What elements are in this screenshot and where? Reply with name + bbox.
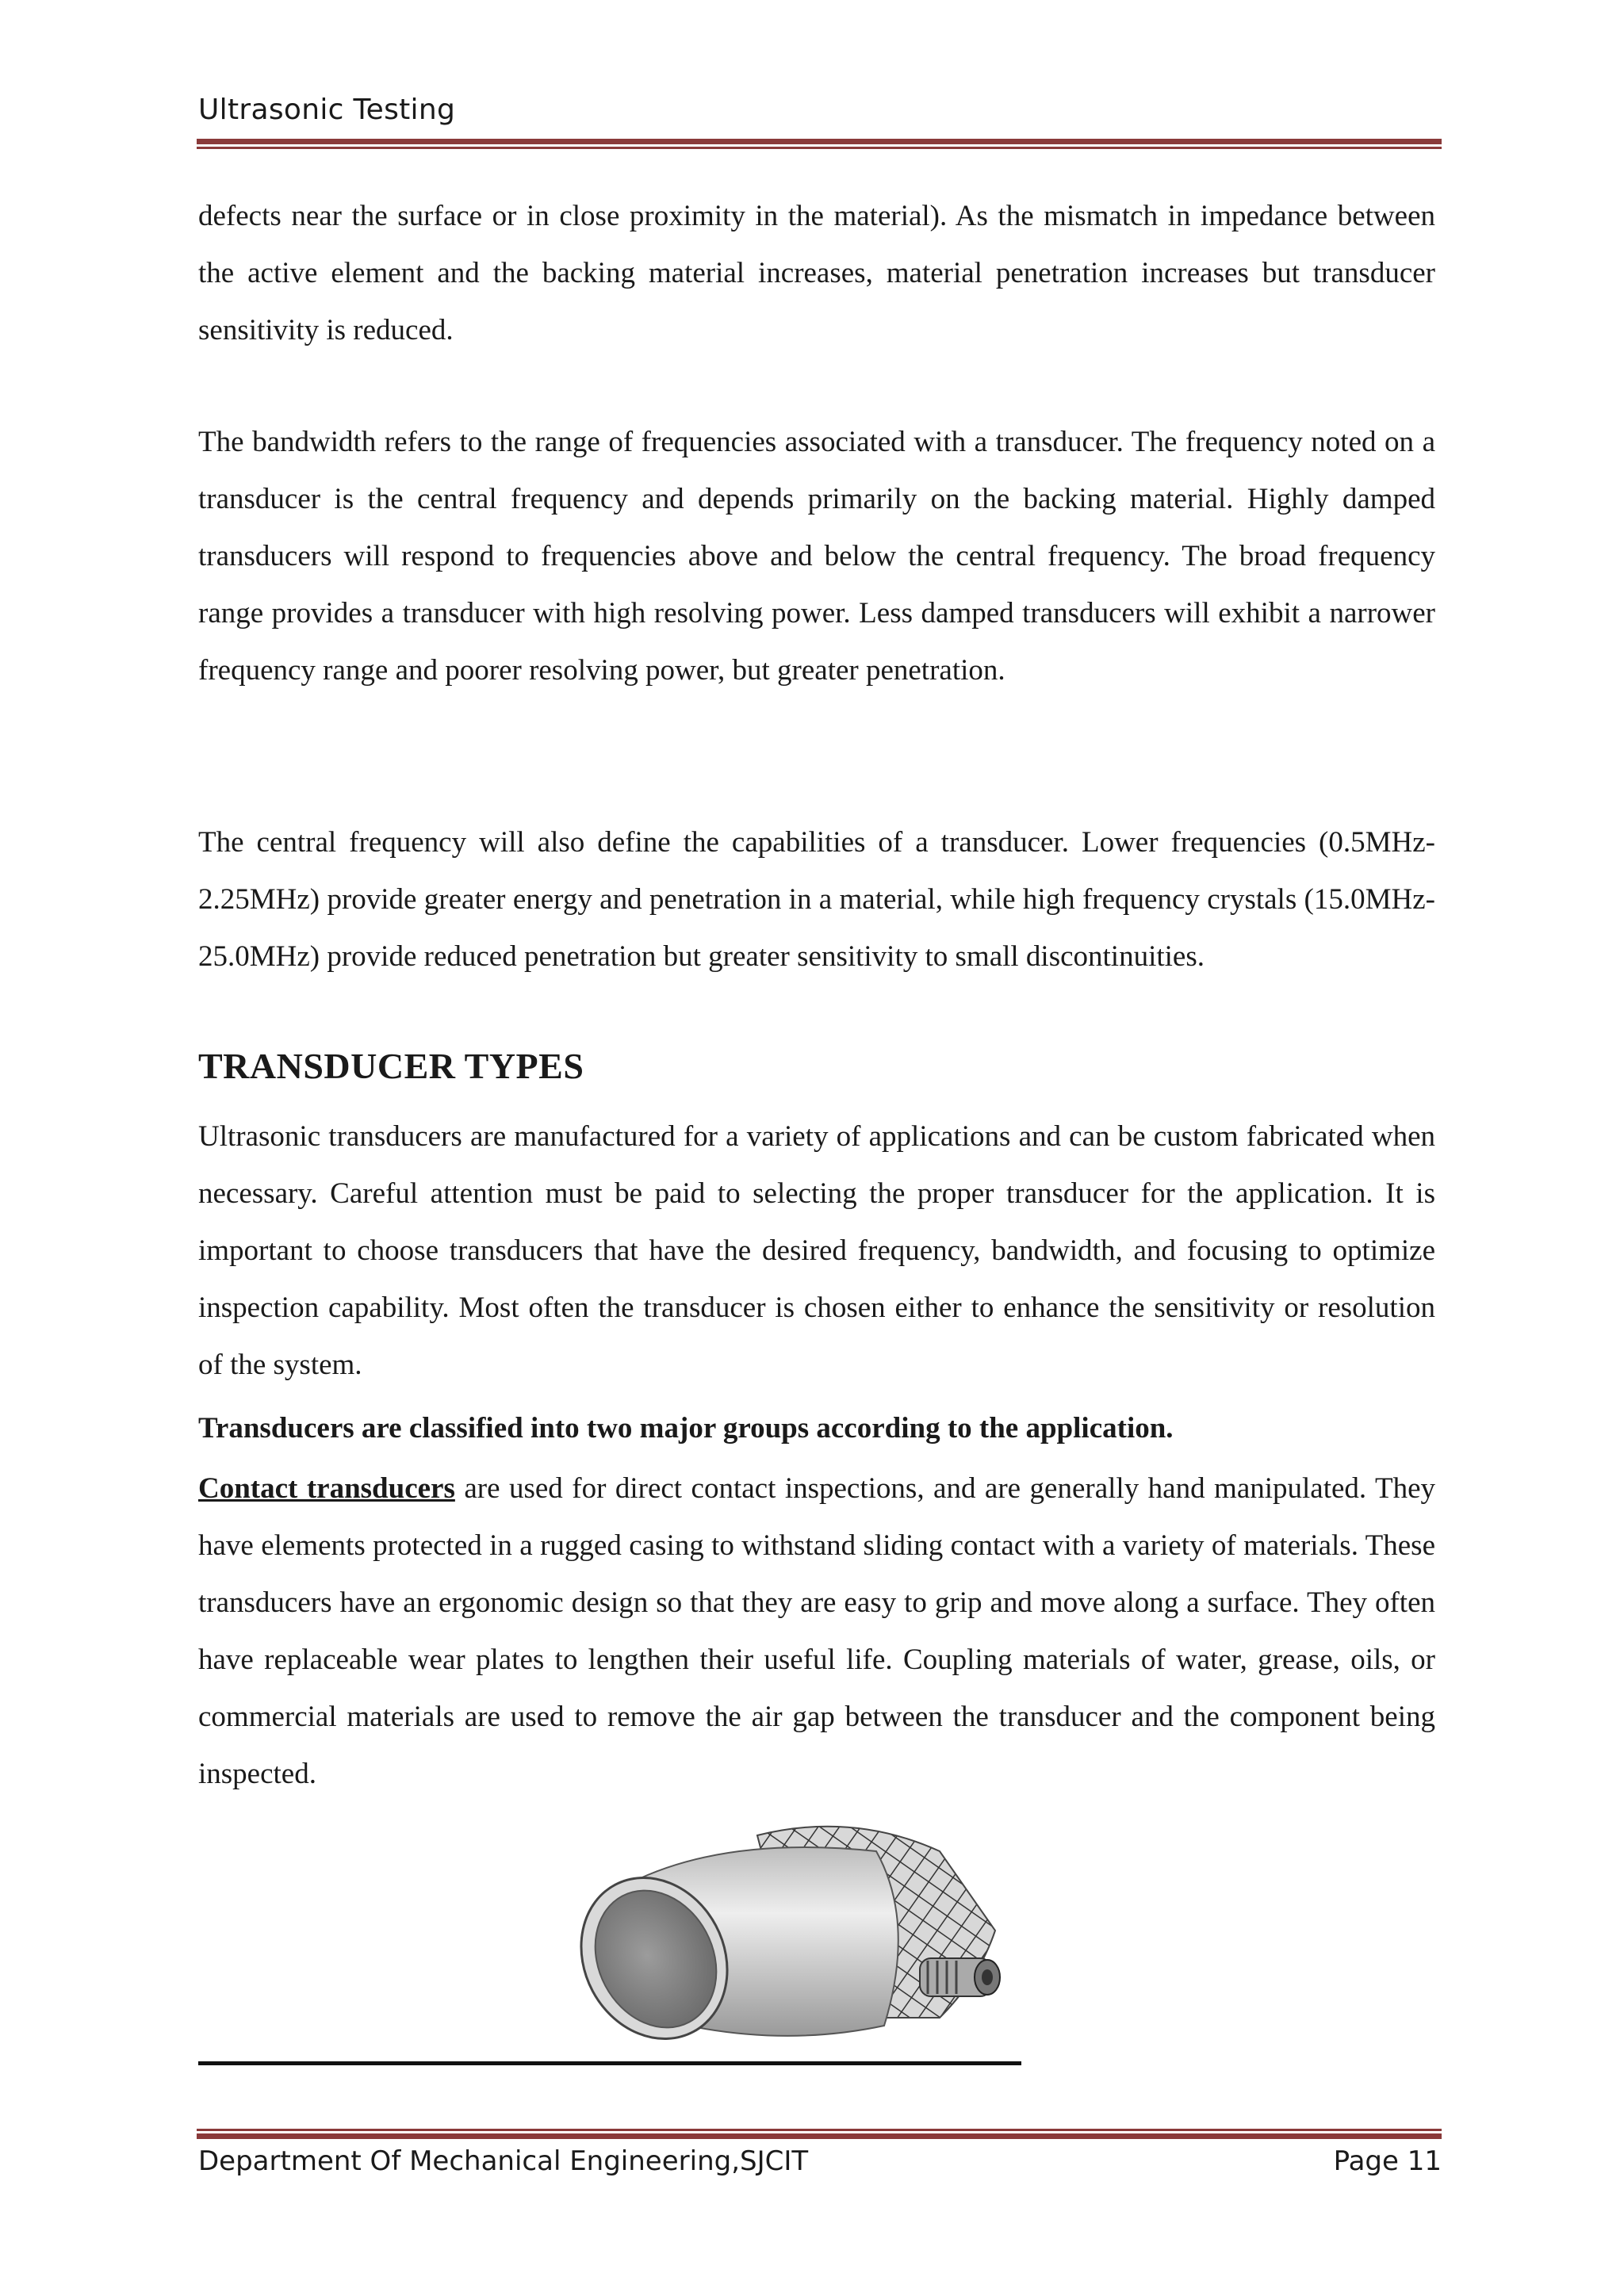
paragraph-4 [198, 1108, 1435, 1394]
footer-page-number: Page 11 [1333, 2145, 1442, 2177]
paragraph-1 [198, 188, 1435, 359]
classification-statement: Transducers are classified into two major groups according to the application. [198, 1412, 1174, 1445]
contact-transducers-term: Contact transducers [198, 1472, 455, 1505]
paragraph-3-text: The central frequency will also define the capabilities of a transducer. Lower frequencies (0.5MHz-2.25MHz) provide greater energy and penetration in a material, while high frequency crystals (15.0MHz-25.0MHz) provide reduced penetration but greater sensitivity to small discontinuities. [198, 826, 1435, 973]
paragraph-5-body: are used for direct contact inspections, and are generally hand manipulated. They have elements protected in a rugged casing to withstand sliding contact with a variety of materials. These transducers have an ergonomic design so that they are easy to grip and move along a surface. They often have replaceable wear plates to lengthen their useful life. Coupling materials of water, grease, oils, or commercial materials are used to remove the air gap between the transducer and the component being inspected. [198, 1472, 1435, 1790]
paragraph-2-text: The bandwidth refers to the range of frequencies associated with a transducer. The frequency noted on a transducer is the central frequency and depends primarily on the backing material. Highly damped transducers will respond to frequencies above and below the central frequency. The broad frequency range provides a transducer with high resolving power. Less damped transducers will exhibit a narrower frequency range and poorer resolving power, but greater penetration. [198, 426, 1435, 687]
paragraph-5 [198, 1460, 1435, 1803]
footer-rule [197, 2129, 1442, 2139]
footer-department: Department Of Mechanical Engineering,SJCIT [198, 2145, 809, 2177]
paragraph-3 [198, 814, 1435, 985]
figure-underline [198, 2061, 1021, 2065]
contact-transducer-illustration [567, 1820, 1011, 2049]
running-header: Ultrasonic Testing [198, 94, 456, 126]
paragraph-1-text: defects near the surface or in close proximity in the material). As the mismatch in impedance between the active element and the backing material increases, material penetration increases but transducer sensitivity is reduced. [198, 200, 1435, 346]
paragraph-2 [198, 414, 1435, 699]
paragraph-4-text: Ultrasonic transducers are manufactured for a variety of applications and can be custom fabricated when necessary. Careful attention must be paid to selecting the proper transducer for the application. It is important to choose transducers that have the desired frequency, bandwidth, and focusing to optimize inspection capability. Most often the transducer is chosen either to enhance the sensitivity or resolution of the system. [198, 1120, 1435, 1381]
paragraph-5-text [198, 1460, 1435, 1803]
header-rule [197, 139, 1442, 149]
section-heading: TRANSDUCER TYPES [198, 1046, 584, 1086]
